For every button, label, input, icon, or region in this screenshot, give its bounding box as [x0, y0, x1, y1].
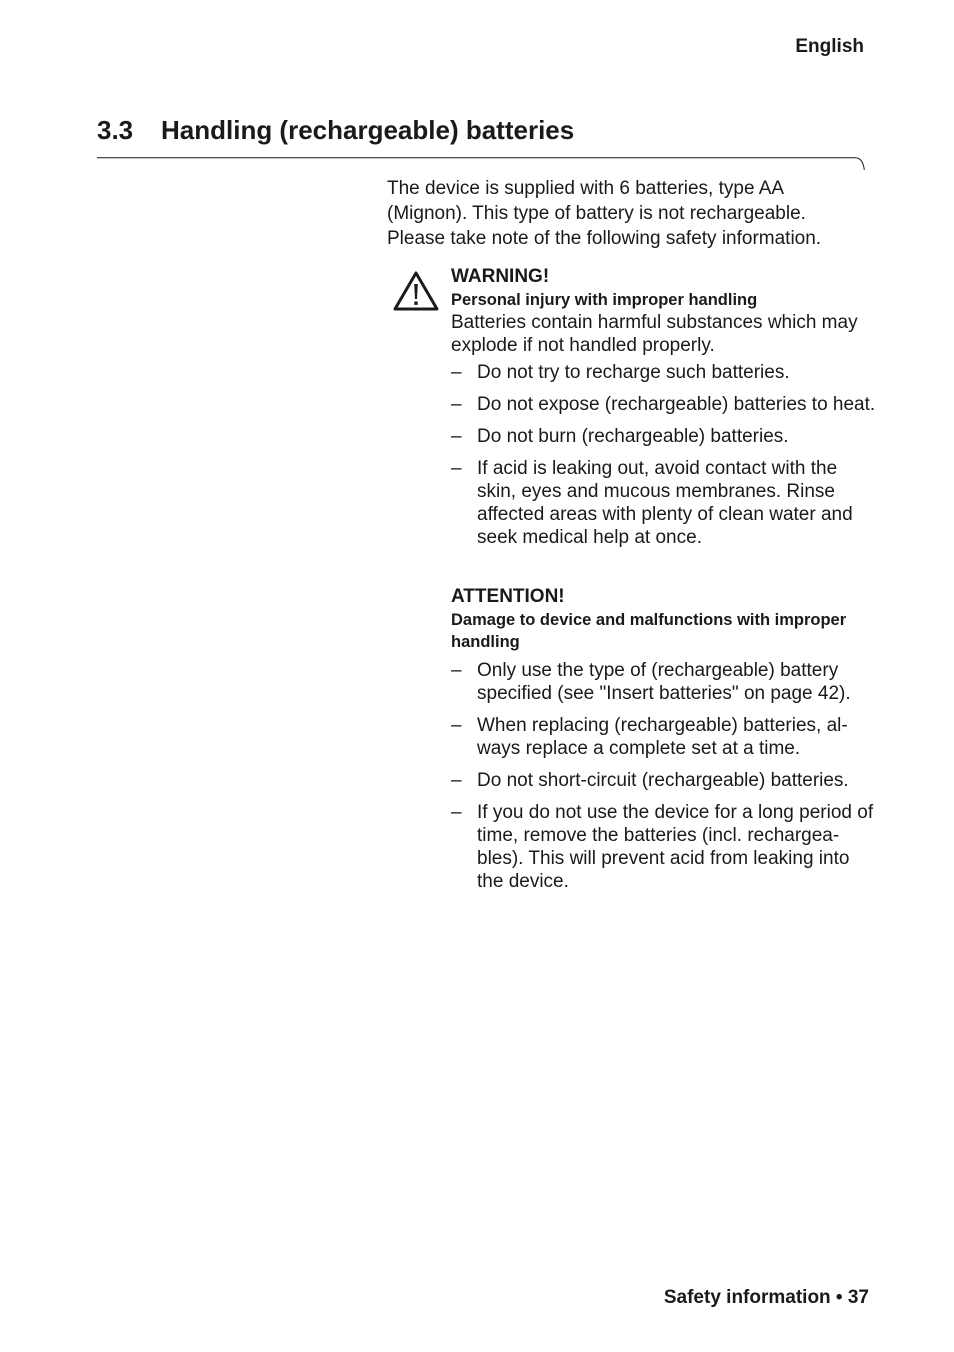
list-item-text: Do not try to recharge such batteries.: [477, 362, 790, 383]
page-footer: Safety information • 37: [663, 1287, 869, 1308]
warning-text: Batteries contain harmful substances which may explode if not handled properly.: [451, 312, 858, 356]
list-item-text: If you do not use the device for a long period of time, remove the batteries (incl. rechargea-bles). This will prevent acid from leaking into the device.: [477, 802, 874, 892]
list-item-text: If acid is leaking out, avoid contact with the skin, eyes and mucous membranes. Rinse affected areas with plenty of clean water and seek medical help at once.: [477, 458, 853, 548]
list-item: [451, 393, 881, 416]
intro-paragraph: The device is supplied with 6 batteries, type AA (Mignon). This type of battery is not rechargeable. Please take note of the following safety information.: [387, 178, 822, 249]
warning-list: [451, 361, 881, 549]
warning-notice: [451, 265, 881, 558]
warning-triangle-icon: [393, 270, 439, 312]
list-item-text: Only use the type of (rechargeable) battery specified (see "Insert batteries" on page 42).: [477, 660, 851, 704]
list-dash: –: [451, 802, 462, 823]
section-heading: [97, 115, 574, 146]
list-item-text: Do not short-circuit (rechargeable) batteries.: [477, 770, 849, 791]
list-item: [451, 714, 881, 760]
list-dash: –: [451, 715, 462, 736]
list-dash: –: [451, 660, 462, 681]
list-dash: –: [451, 362, 462, 383]
list-item-text: Do not expose (rechargeable) batteries to heat.: [477, 394, 876, 415]
list-item: [451, 769, 881, 792]
warning-title: WARNING!: [451, 266, 550, 287]
list-dash: –: [451, 458, 462, 479]
heading-rule: [97, 157, 865, 171]
list-item-text: When replacing (rechargeable) batteries, al-ways replace a complete set at a time.: [477, 715, 848, 759]
attention-notice: [451, 585, 881, 902]
attention-list: [451, 659, 881, 893]
list-item: [451, 457, 881, 549]
attention-subtitle: Damage to device and malfunctions with improper handling: [451, 611, 847, 651]
attention-title: ATTENTION!: [451, 586, 565, 607]
list-dash: –: [451, 426, 462, 447]
header-language: English: [795, 36, 864, 57]
list-item: [451, 425, 881, 448]
list-dash: –: [451, 394, 462, 415]
section-title: Handling (rechargeable) batteries: [161, 115, 575, 145]
list-item: [451, 659, 881, 705]
section-number: 3.3: [97, 115, 134, 145]
list-item-text: Do not burn (rechargeable) batteries.: [477, 426, 789, 447]
list-item: [451, 361, 881, 384]
list-dash: –: [451, 770, 462, 791]
list-item: [451, 801, 881, 893]
warning-subtitle: Personal injury with improper handling: [451, 291, 758, 309]
